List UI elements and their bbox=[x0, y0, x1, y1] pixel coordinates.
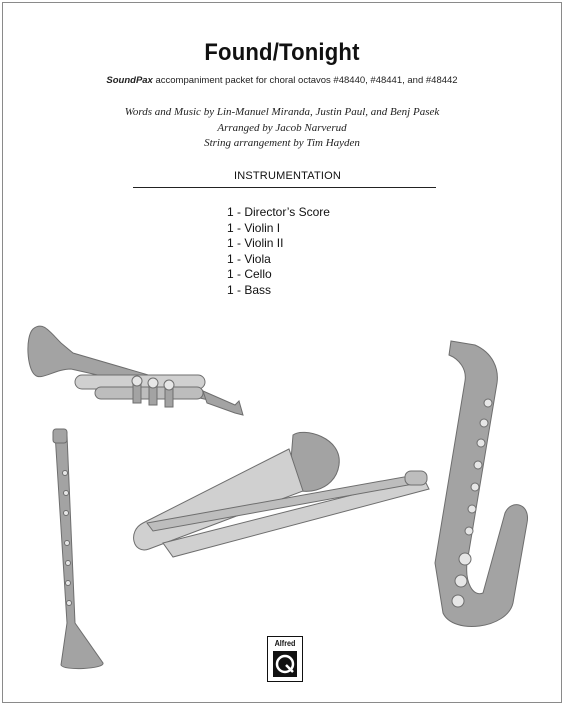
brand-name: SoundPax bbox=[106, 75, 153, 86]
instrumentation-heading: INSTRUMENTATION bbox=[233, 170, 342, 182]
page-title: Found/Tonight bbox=[204, 39, 360, 66]
part-item: 1 - Violin II bbox=[227, 236, 284, 251]
alfred-logo-icon bbox=[273, 651, 297, 677]
credit-words-music: Words and Music by Lin-Manuel Miranda, Justin Paul, and Benj Pasek bbox=[124, 106, 440, 118]
part-item: 1 - Director’s Score bbox=[227, 205, 330, 219]
credit-string-arranger: String arrangement by Tim Hayden bbox=[204, 137, 360, 149]
clarinet-icon bbox=[53, 429, 103, 669]
saxophone-icon bbox=[435, 341, 528, 626]
subtitle-text: accompaniment packet for choral octavos #48440, #48441, and #48442 bbox=[152, 75, 458, 86]
part-item: 1 - Bass bbox=[227, 282, 272, 297]
part-item: 1 - Viola bbox=[227, 251, 271, 266]
trumpet-icon bbox=[28, 326, 243, 415]
trombone-icon bbox=[134, 432, 429, 557]
instruments-illustration bbox=[3, 3, 561, 702]
alfred-logo bbox=[267, 636, 303, 682]
part-item: 1 - Violin I bbox=[227, 220, 281, 235]
alfred-logo-text: Alfred bbox=[274, 639, 296, 648]
credit-arranger: Arranged by Jacob Narverud bbox=[217, 121, 347, 134]
cover-page bbox=[2, 2, 562, 703]
part-item: 1 - Cello bbox=[227, 267, 272, 282]
